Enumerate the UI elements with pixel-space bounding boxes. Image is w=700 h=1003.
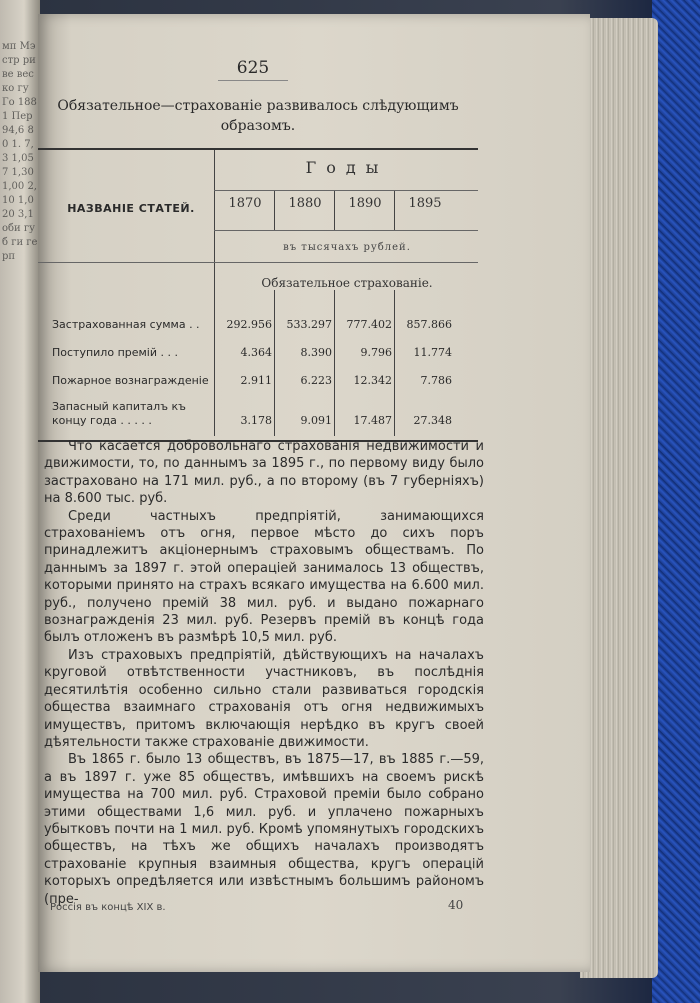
column-header-name: НАЗВАНIЕ СТАТЕЙ. — [67, 202, 195, 215]
statistics-table — [38, 148, 478, 442]
book-cover-edge — [652, 0, 700, 1003]
table-divider — [214, 150, 215, 436]
page-number: 625 — [218, 58, 288, 81]
table-cell: 2.911 — [240, 374, 272, 387]
footer-signature: Россія въ концѣ XIX в. — [50, 902, 166, 913]
paragraph: Среди частныхъ предпрiятiй, занимающихся страхованiемъ отъ огня, первое мѣсто до сихъ поръ принадлежитъ акцiонернымъ страховымъ обществамъ. По даннымъ за 1897 г. этой операцiей занималось 13 обществъ, которыми принято на страхъ всякаго имущества на 6.600 мил. руб., получено премiй 38 мил. руб. и выдано пожарнаго вознагражденiя 23 мил. руб. Резервъ премiй въ концѣ года былъ отложенъ въ размѣрѣ 10,5 мил. руб. — [44, 508, 484, 646]
year-header: 1890 — [348, 196, 382, 211]
table-divider — [394, 190, 395, 230]
table-cell: 4.364 — [240, 346, 272, 359]
table-cell: 857.866 — [406, 318, 452, 331]
table-divider — [274, 190, 275, 230]
table-cell: 9.091 — [300, 414, 332, 427]
body-text — [44, 438, 484, 908]
row-label: Запасный капиталъ къ концу года . . . . . — [52, 400, 186, 427]
table-divider — [38, 262, 478, 263]
paragraph: Въ 1865 г. было 13 обществъ, въ 1875—17, въ 1885 г.—59, а въ 1897 г. уже 85 обществъ, имѣвшихъ на своемъ рискѣ имущества на 700 мил. руб. Страховой премiи было собрано этими обществами 1,6 мил. руб. и уплачено пожарныхъ убытковъ почти на 1 мил. руб. Кромѣ упомянутыхъ городскихъ обществъ, на тѣхъ же общихъ началахъ производятъ страхованiе крупныя взаимныя общества, кругъ операцiй которыхъ опредѣляется или извѣстнымъ большимъ райономъ (пре- — [44, 752, 484, 907]
table-cell: 12.342 — [353, 374, 392, 387]
table-cell: 8.390 — [300, 346, 332, 359]
table-divider — [214, 190, 478, 191]
page-edges — [580, 18, 658, 978]
table-cell: 292.956 — [226, 318, 272, 331]
table-cell: 7.786 — [420, 374, 452, 387]
year-header: 1880 — [288, 196, 322, 211]
left-page-text: мп Мэ стр ри ве вес ко гу Го 188 1 Пер 94,6 80 1. 7,3 1,057 1,30 1,00 2,10 1,020 3,1 оби губ ги герп — [2, 41, 38, 262]
table-cell: 6.223 — [300, 374, 332, 387]
year-header: 1895 — [408, 196, 442, 211]
table-divider — [214, 230, 478, 231]
table-divider — [274, 290, 275, 436]
row-label: Поступило премiй . . . — [52, 346, 178, 359]
paragraph: Что касается добровольнаго страхованiя недвижимости и движимости, то, по даннымъ за 1895 г., по первому виду было застраховано на 171 мил. руб., а по второму (въ 7 губернiяхъ) на 8.600 тыс. руб. — [44, 439, 484, 507]
table-cell: 17.487 — [353, 414, 392, 427]
paragraph: Изъ страховыхъ предпрiятiй, дѣйствующихъ на началахъ круговой отвѣтственности участниковъ, въ послѣднiя десятилѣтiя особенно сильно стали развиваться городскiя общества взаимнаго страхованiя отъ огня недвижимыхъ имуществъ, притомъ включающiя нерѣдко въ кругъ своей дѣятельности также страхованiе движимости. — [44, 647, 484, 750]
table-cell: 533.297 — [286, 318, 332, 331]
table-divider — [334, 290, 335, 436]
footer-sheet-number: 40 — [448, 898, 464, 912]
table-divider — [394, 290, 395, 436]
table-cell: 3.178 — [240, 414, 272, 427]
table-cell: 11.774 — [413, 346, 452, 359]
table-cell: 9.796 — [360, 346, 392, 359]
book-page — [38, 14, 590, 972]
years-header: Годы — [305, 158, 389, 177]
table-divider — [334, 190, 335, 230]
section-title: Обязательное страхованiе. — [261, 276, 433, 290]
table-cell: 777.402 — [346, 318, 392, 331]
units-label: въ тысячахъ рублей. — [283, 242, 411, 253]
year-header: 1870 — [228, 196, 262, 211]
row-label: Пожарное вознагражденiе — [52, 374, 209, 387]
left-page — [0, 0, 40, 1003]
table-heading: Обязательное—страхованiе развивалось слѣдующимъ образомъ. — [57, 98, 459, 134]
table-cell: 27.348 — [413, 414, 452, 427]
row-label: Застрахованная сумма . . — [52, 318, 200, 331]
